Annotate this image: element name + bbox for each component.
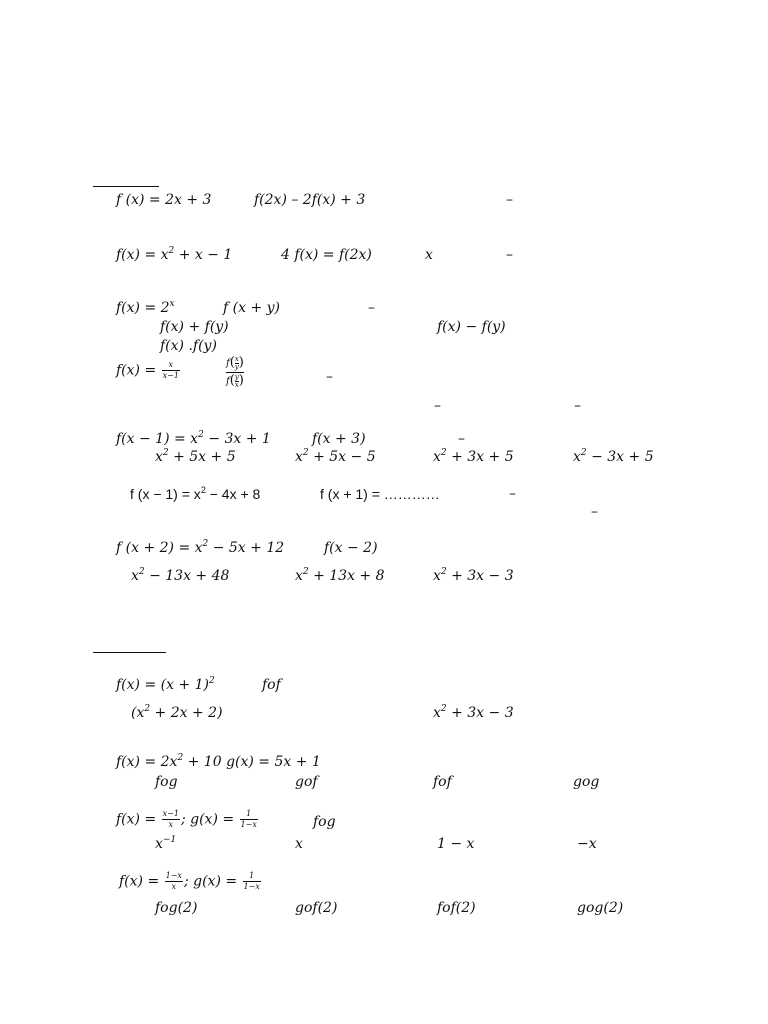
s2-q3-option-a: $x^{-1}$ [155, 835, 177, 852]
s1-q2-equation: 4 f(x) = f(2x) [281, 247, 372, 263]
s1-q5-option-b: $x^2 + 5x - 5$ [295, 448, 376, 465]
s2-q3-option-d: −x [577, 836, 597, 852]
s1-q3-given: $f(x) = 2^x$ [116, 299, 175, 316]
s1-q1-expression: f(2x) – 2f(x) + 3 [254, 192, 366, 208]
s1-q3-dash: – [368, 300, 375, 316]
s1-q6-given: f $(x - 1) = x^2 - 4x + 8$ [130, 485, 261, 502]
s2-q1-given: $f(x) = (x + 1)^2$ [116, 676, 215, 693]
s1-q1-given: f (x) = 2x + 3 [116, 192, 212, 208]
s2-q4-option-b: gof(2) [295, 900, 338, 916]
s2-q2-option-b: gof [295, 774, 318, 790]
s1-q6-dash: – [509, 486, 516, 502]
s1-q4-dash: – [326, 369, 333, 385]
s1-q2-variable: x [425, 247, 433, 263]
s2-q1-option-b: $x^2 + 3x - 3$ [433, 704, 514, 721]
s2-q2-option-d: gog [573, 774, 600, 790]
s1-q5-dash: – [458, 431, 465, 447]
s1-q4-dash-c: – [574, 398, 581, 414]
s2-q3-expression: fog [313, 814, 336, 830]
s1-q6-expression: f (x + 1) = ………… [320, 486, 440, 502]
s2-q4-g-fraction: $\frac{1}{1-x}$ [243, 871, 260, 891]
s2-q3-option-b: x [295, 836, 303, 852]
s1-q4-compound-fraction: f( $\frac{x}{y}$ ) f( $\frac{y}{x}$ ) [226, 355, 244, 389]
s1-q3-option-c: f(x) .f(y) [160, 338, 217, 354]
s2-q1-expression: fof [262, 677, 281, 693]
s1-q4-given: f(x) = $\frac{x}{x-1}$ [116, 360, 179, 380]
s1-q7-option-b: $x^2 + 13x + 8$ [295, 567, 385, 584]
s1-q5-given: $f(x - 1) = x^2 - 3x + 1$ [116, 430, 271, 447]
section-2-rule [93, 652, 166, 653]
s1-q2-given: $f(x) = x^2 + x - 1$ [116, 246, 233, 263]
s1-q1-dash: – [506, 192, 513, 208]
s1-q3-expression: f (x + y) [223, 300, 280, 316]
s1-q3-option-b: f(x) − f(y) [437, 319, 506, 335]
s2-q2-given: $f(x) = 2x^2 + 10$ g(x) = 5x + 1 [116, 753, 321, 770]
s1-q7-option-a: $x^2 - 13x + 48$ [131, 567, 230, 584]
s1-q2-dash: – [506, 247, 513, 263]
s1-q7-given: f $(x + 2) = x^2 - 5x + 12$ [116, 539, 285, 556]
s2-q3-g-fraction: $\frac{1}{1-x}$ [240, 809, 257, 829]
s1-q5-option-a: $x^2 + 5x + 5$ [155, 448, 236, 465]
s1-q7-option-c: $x^2 + 3x - 3$ [433, 567, 514, 584]
s2-q2-option-c: fof [433, 774, 452, 790]
s1-q4-dash-b: – [434, 398, 441, 414]
s1-q5-option-c: $x^2 + 3x + 5$ [433, 448, 514, 465]
s2-q3-given: f(x) = $\frac{x-1}{x}$ ; g(x) = $\frac{1}{1-x}$ [116, 809, 257, 829]
s1-q7-expression: f(x − 2) [324, 540, 378, 556]
s2-q4-given: f(x) = $\frac{1-x}{x}$ ; g(x) = $\frac{1}{1-x}$ [119, 871, 260, 891]
section-1-rule [93, 186, 159, 187]
s2-q1-option-a: $(x^2 + 2x + 2)$ [131, 704, 223, 721]
s2-q3-option-c: 1 − x [437, 836, 475, 852]
s1-q5-expression: f(x + 3) [312, 431, 366, 447]
s2-q3-f-fraction: $\frac{x-1}{x}$ [162, 809, 179, 829]
s1-q4-fraction: $\frac{x}{x-1}$ [162, 360, 179, 380]
s2-q4-f-fraction: $\frac{1-x}{x}$ [165, 871, 182, 891]
s2-q4-option-d: gog(2) [577, 900, 624, 916]
s1-q5-option-d: $x^2 - 3x + 5$ [573, 448, 654, 465]
s1-q3-option-a: f(x) + f(y) [160, 319, 229, 335]
s2-q2-option-a: fog [155, 774, 178, 790]
s2-q4-option-c: fof(2) [437, 900, 476, 916]
s2-q4-option-a: fog(2) [155, 900, 198, 916]
s1-q6-dash-b: – [591, 504, 598, 520]
